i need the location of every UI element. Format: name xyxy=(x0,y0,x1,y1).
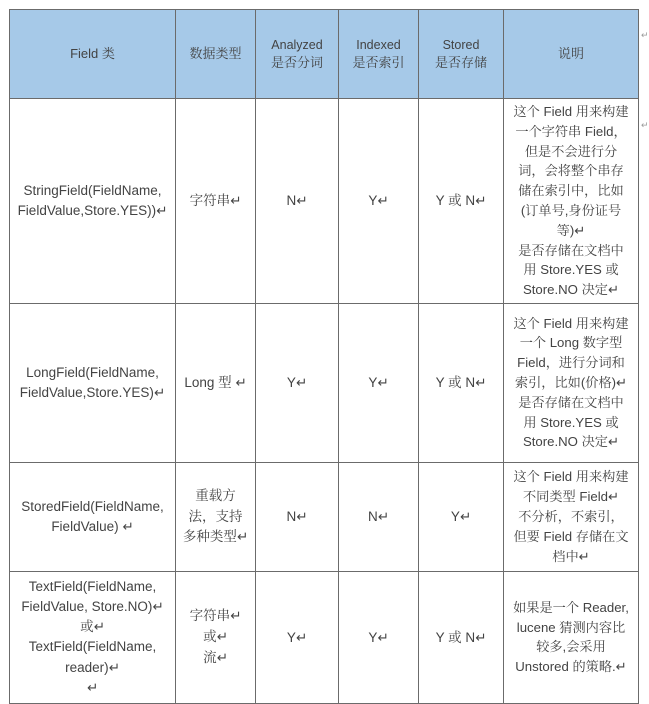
cell-indexed: Y↵ xyxy=(339,99,419,304)
description-line: 用 Store.YES 或 xyxy=(523,262,619,278)
column-header-description-label: 说明 xyxy=(557,45,584,61)
cell-indexed: Y↵ xyxy=(339,303,419,462)
cell-data-type xyxy=(176,462,256,571)
column-header-datatype xyxy=(176,10,256,99)
field-class-line: ↵ xyxy=(86,679,99,695)
column-header-description xyxy=(504,10,639,99)
field-class-line: StoredField(FieldName, xyxy=(21,498,164,514)
cell-stored: Y 或 N↵ xyxy=(419,571,504,703)
cell-description xyxy=(504,571,639,703)
cell-field-class xyxy=(10,99,176,304)
table-row xyxy=(10,99,639,304)
column-header-indexed xyxy=(339,10,419,99)
paragraph-mark-icon: ↵ xyxy=(641,30,649,40)
description-line: 但是不会进行分 xyxy=(524,143,618,159)
cell-description xyxy=(504,462,639,571)
description-line: (订单号,身份证号等)↵ xyxy=(520,202,622,238)
cell-data-type xyxy=(176,99,256,304)
description-line: 不分析，不索引， xyxy=(518,509,624,525)
description-line: 这个 Field 用来构建 xyxy=(513,104,629,119)
field-class-line: FieldValue, Store.NO)↵ xyxy=(21,598,164,614)
table-body xyxy=(10,99,639,704)
description-line: 索引，比如(价格)↵ xyxy=(514,375,628,391)
description-line: 不同类型 Field↵ xyxy=(522,489,620,505)
data-type-line: 字符串↵ xyxy=(189,192,242,208)
data-type-line: 法，支持 xyxy=(188,508,243,524)
column-header-field xyxy=(10,10,176,99)
cell-analyzed: Y↵ xyxy=(256,571,339,703)
field-class-line: LongField(FieldName, xyxy=(26,364,159,380)
description-line: Store.NO 决定↵ xyxy=(522,282,620,298)
field-class-line: StringField(FieldName, xyxy=(23,182,162,198)
field-class-line: FieldValue,Store.YES)↵ xyxy=(19,384,166,400)
description-line: lucene 猜测内容比 xyxy=(516,619,626,635)
description-line: 词，会将整个串存 xyxy=(518,163,624,179)
table-header xyxy=(10,10,639,99)
cell-field-class xyxy=(10,571,176,703)
description-line: 一个字符串 Field， xyxy=(515,123,627,139)
description-line: 档中↵ xyxy=(552,548,590,564)
column-header-field-label: Field 类 xyxy=(70,45,115,61)
column-header-stored-label-cn: 是否存储 xyxy=(434,54,487,70)
field-class-line: reader)↵ xyxy=(65,659,120,675)
cell-analyzed: Y↵ xyxy=(256,303,339,462)
field-class-line: TextField(FieldName, xyxy=(28,639,157,655)
data-type-line: 多种类型↵ xyxy=(182,529,249,545)
column-header-analyzed-label-cn: 是否分词 xyxy=(270,54,323,70)
column-header-analyzed-label-en: Analyzed xyxy=(271,37,323,52)
description-line: 是否存储在文档中 xyxy=(518,394,624,410)
description-line: 是否存储在文档中 xyxy=(518,242,624,258)
description-line: 一个 Long 数字型 xyxy=(519,335,623,351)
field-class-line: FieldValue,Store.YES))↵ xyxy=(17,202,168,218)
field-class-line: TextField(FieldName, xyxy=(28,578,157,594)
description-line: 这个 Field 用来构建 xyxy=(513,315,629,331)
cell-stored: Y 或 N↵ xyxy=(419,303,504,462)
header-row xyxy=(10,10,639,99)
description-line: 但要 Field 存储在文 xyxy=(513,528,629,544)
cell-stored: Y↵ xyxy=(419,462,504,571)
cell-stored: Y 或 N↵ xyxy=(419,99,504,304)
cell-data-type xyxy=(176,303,256,462)
column-header-indexed-label-en: Indexed xyxy=(356,37,401,52)
data-type-line: 重载方 xyxy=(195,487,236,503)
description-line: 较多,会采用 xyxy=(536,639,606,655)
table-row xyxy=(10,303,639,462)
column-header-analyzed xyxy=(256,10,339,99)
cell-analyzed: N↵ xyxy=(256,99,339,304)
description-line: 如果是一个 Reader, xyxy=(513,599,629,615)
cell-description xyxy=(504,303,639,462)
description-line: 用 Store.YES 或 xyxy=(523,414,619,430)
column-header-indexed-label-cn: 是否索引 xyxy=(352,54,405,70)
description-line: 这个 Field 用来构建 xyxy=(513,469,629,485)
cell-field-class xyxy=(10,462,176,571)
data-type-line: 或↵ xyxy=(203,629,228,644)
cell-indexed: N↵ xyxy=(339,462,419,571)
data-type-line: 流↵ xyxy=(203,649,228,665)
table-row xyxy=(10,462,639,571)
description-line: Field，进行分词和 xyxy=(517,355,625,371)
data-type-line: 字符串↵ xyxy=(189,608,242,624)
column-header-datatype-label: 数据类型 xyxy=(189,45,242,61)
column-header-stored-label-en: Stored xyxy=(442,37,480,52)
field-comparison-table xyxy=(9,9,639,704)
cell-field-class xyxy=(10,303,176,462)
cell-data-type xyxy=(176,571,256,703)
cell-description xyxy=(504,99,639,304)
paragraph-mark-icon: ↵ xyxy=(641,120,649,130)
data-type-line: Long 型 ↵ xyxy=(184,374,247,390)
field-class-line: 或↵ xyxy=(80,619,105,635)
column-header-stored xyxy=(419,10,504,99)
description-line: Unstored 的策略.↵ xyxy=(515,659,627,675)
cell-indexed: Y↵ xyxy=(339,571,419,703)
description-line: Store.NO 决定↵ xyxy=(522,434,620,450)
table-row xyxy=(10,571,639,703)
cell-analyzed: N↵ xyxy=(256,462,339,571)
description-line: 储在索引中，比如 xyxy=(518,183,624,199)
field-class-line: FieldValue) ↵ xyxy=(51,518,134,534)
